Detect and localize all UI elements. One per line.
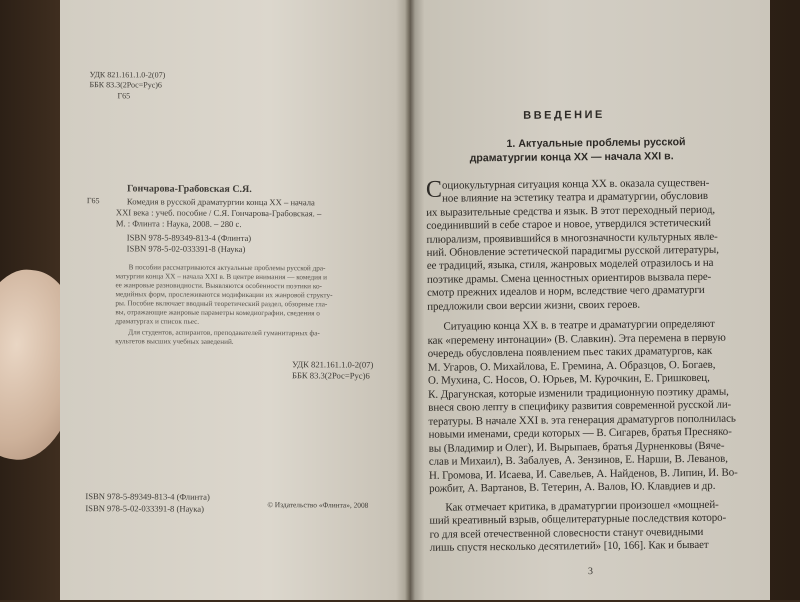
para2-line: вы (Владимир и Олег), И. Вырыпаев, братья Дурненковы (Вяче- <box>428 439 725 455</box>
annotation-line-1: В пособии рассматриваются актуальные проблемы русской дра- <box>128 263 326 273</box>
annotation-line-3: ее жанровые разновидности. Выявляются особенности поэтики ко- <box>115 281 322 291</box>
annotation-line-5: ры. Пособие включает вводный теоретический раздел, обзорные гла- <box>115 299 328 309</box>
udk-top: УДК 821.161.1.0-2(07) <box>89 70 166 80</box>
chapter-heading: ВВЕДЕНИЕ <box>523 108 605 122</box>
para3-line: лишь спустя несколько десятилетий» [10, 166]. Как и бывает <box>429 538 709 554</box>
title-line-1: Комедия в русской драматургии конца XX – начала <box>126 196 315 208</box>
title-line-2: XXI века : учеб. пособие / С.Я. Гончарова-Грабовская. – <box>115 207 322 219</box>
para2-line: К. Драгунская, которые изменили традиционную поэтику драмы, <box>428 385 729 401</box>
bbk-top: ББК 83.3(2Рос=Рус)6 <box>89 80 162 90</box>
page-number: 3 <box>587 566 594 578</box>
udk-bottom: УДК 821.161.1.0-2(07) <box>292 359 374 370</box>
para2-line: М. Угаров, О. Михайлова, Е. Гремина, А. Образцов, О. Богаев, <box>427 358 716 374</box>
para2-line: слав и Михаил), В. Забалуев, А. Зензинов, Е. Нарши, В. Леванов, <box>428 452 728 468</box>
para3-line: ший креативный взрыв, общелитературные последствия которо- <box>429 511 727 527</box>
annotation-line-8: Для студентов, аспирантов, преподавателей гуманитарных фа- <box>128 328 320 338</box>
right-page-content <box>408 0 774 600</box>
copyright: © Издательство «Флинта», 2008 <box>267 500 369 510</box>
annotation-line-9: культетов высших учебных заведений. <box>115 337 234 346</box>
annotation-line-7: драматургах и список пьес. <box>115 317 200 326</box>
left-page-content <box>57 0 410 602</box>
para2-line: внеся свою лепту в специфику развития современной русской ли- <box>428 398 732 414</box>
para1-line: предложили свои версии жизни, своих героев. <box>427 298 641 313</box>
para1-line: плюрализм, проявившийся в многозначности культурных явле- <box>426 230 718 246</box>
para2-line: Ситуацию конца XX в. в театре и драматургии определяют <box>443 317 715 333</box>
isbn-line-2: ISBN 978-5-02-033391-8 (Наука) <box>126 243 246 254</box>
para3-line: Как отмечает критика, в драматургии произошел «мощней- <box>445 498 719 514</box>
para1-line: ее традиций, языка, стиля, жанровых моделей отразилось и на <box>426 256 714 272</box>
para1-first: оциокультурная ситуация конца XX в. оказала существен- <box>441 176 710 192</box>
section-title-line-2: драматургии конца XX — начала XXI в. <box>469 150 674 165</box>
isbn-bottom-2: ISBN 978-5-02-033391-8 (Наука) <box>85 503 205 514</box>
para1-line: их выразительные средства и язык. В этот переходный период, <box>426 203 716 219</box>
dropcap: С <box>425 176 443 203</box>
section-title-line-1: 1. Актуальные проблемы русской <box>506 136 686 150</box>
para2-line: О. Мухина, С. Носов, О. Юрьев, М. Курочкин, Е. Гришковец, <box>427 371 710 387</box>
para2-line: Н. Громова, И. Исаева, И. Савельев, А. Найденов, В. Липин, И. Во- <box>428 466 738 482</box>
para1-line: ний. Обновление эстетической парадигмы русской литературы, <box>426 243 719 259</box>
para2-line: как «перемену интонации» (В. Славкин). Эта перемена в первую <box>427 331 726 347</box>
title-line-3: М. : Флинта : Наука, 2008. – 280 с. <box>115 218 242 229</box>
para1-line: смотр прежних идеалов и норм, вследствие чего драматурги <box>427 283 705 299</box>
isbn-bottom-1: ISBN 978-5-89349-813-4 (Флинта) <box>85 491 210 502</box>
para2-line: рожбит, А. Вартанов, В. Тетерин, А. Валов, Ю. Клавдиев и др. <box>429 479 716 495</box>
annotation-line-2: матургии конца XX – начала XXI в. В центре внимания — комедия и <box>115 272 327 282</box>
para1-line: ное влияние на эстетику театра и драматургии, обусловив <box>442 189 708 205</box>
bbk-bottom: ББК 83.3(2Рос=Рус)6 <box>292 370 370 381</box>
para2-line: новыми именами, среди которых — В. Сигарев, братья Пресняко- <box>428 425 732 441</box>
para1-line: поэтике драмы. Смена ценностных ориентиров вызвала пере- <box>426 270 712 286</box>
para2-line: тературы. В начале XXI в. эта генерация драматургов пополнилась <box>428 412 736 428</box>
annotation-line-6: вы, отражающие жанровые параметры комедиографии, сведения о <box>115 308 320 318</box>
para3-line: го для всей отечественной словесности станут очевидными <box>429 525 704 541</box>
g-mark: Г65 <box>86 196 100 206</box>
author: Гончарова-Грабовская С.Я. <box>126 183 252 196</box>
annotation-line-4: медийных форм, прослеживаются модификации их жанровой структу- <box>115 290 333 300</box>
g-top: Г65 <box>117 91 131 101</box>
para2-line: очередь обусловлена появлением пьес таких драматургов, как <box>427 344 713 360</box>
isbn-line-1: ISBN 978-5-89349-813-4 (Флинта) <box>126 232 252 244</box>
para1-line: соединивший в себе старое и новое, утвердился эстетический <box>426 216 711 232</box>
